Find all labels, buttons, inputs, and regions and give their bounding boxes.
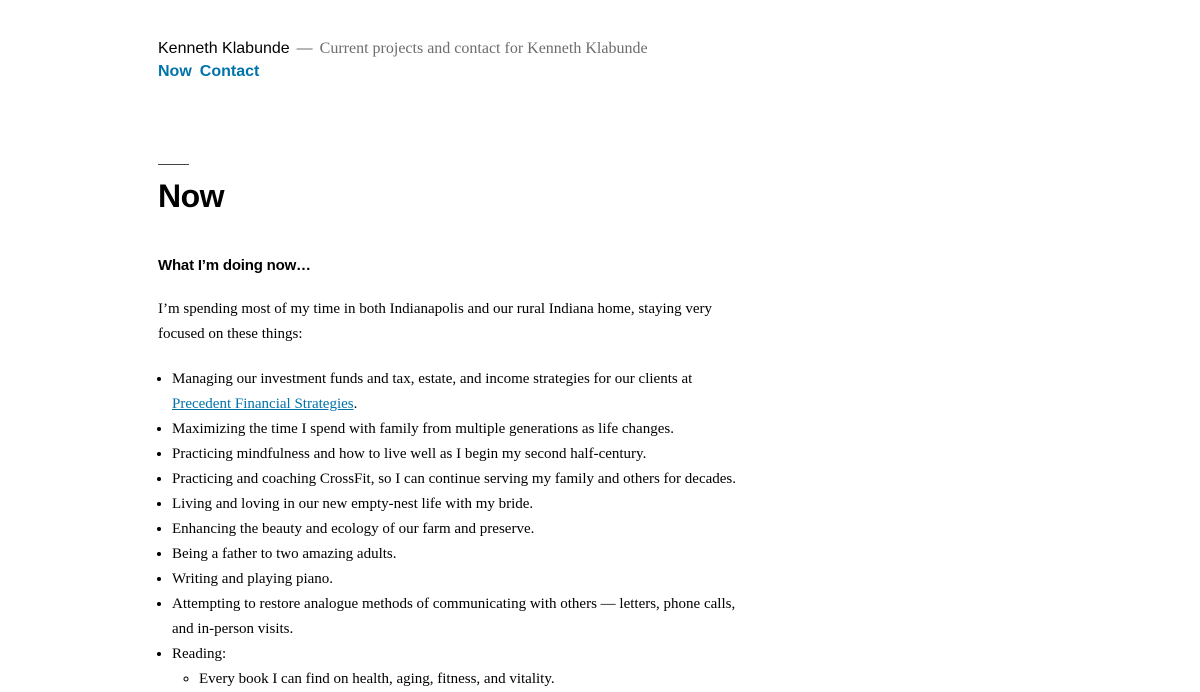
site-branding [158,40,858,58]
reading-label: Reading: [172,646,227,663]
sublist-item: ◦ Every book I can find on health, aging, fitness, and vitality. [199,667,738,692]
precedent-financial-link[interactable]: Precedent Financial Strategies [172,396,354,413]
title-separator: — [296,40,313,57]
list-item: • Being a father to two amazing adults. [172,542,738,567]
list-item-text: Managing our investment funds and tax, estate, and income strategies for our clients at [172,371,693,388]
title-divider [158,164,189,165]
list-item: • Enhancing the beauty and ecology of our farm and preserve. [172,517,738,542]
focus-list [158,367,738,692]
list-item-reading [172,642,738,692]
list-item-period: . [353,396,358,413]
nav-link-contact[interactable]: Contact [199,63,260,80]
list-item: • Attempting to restore analogue methods of communicating with others — letters, phone calls, and in-person visits. [172,592,738,642]
main-content [158,164,738,692]
intro-paragraph: I’m spending most of my time in both Indianapolis and our rural Indiana home, staying very focused on these things: [158,301,713,343]
section-heading: What I’m doing now… [158,257,311,275]
list-item [172,367,738,417]
list-item: • Living and loving in our new empty-nest life with my bride. [172,492,738,517]
list-item: • Practicing mindfulness and how to live well as I begin my second half-century. [172,442,738,467]
list-item: • Writing and playing piano. [172,567,738,592]
list-item: • Maximizing the time I spend with family from multiple generations as life changes. [172,417,738,442]
site-title-link[interactable]: Kenneth Klabunde [158,40,290,57]
list-item: • Practicing and coaching CrossFit, so I can continue serving my family and others for decades. [172,467,738,492]
primary-nav [158,63,858,81]
nav-link-now[interactable]: Now [158,63,192,80]
page-title: Now [158,178,225,214]
site-header [158,40,858,81]
reading-sublist [172,667,738,692]
site-tagline: Current projects and contact for Kenneth Klabunde [319,40,648,57]
